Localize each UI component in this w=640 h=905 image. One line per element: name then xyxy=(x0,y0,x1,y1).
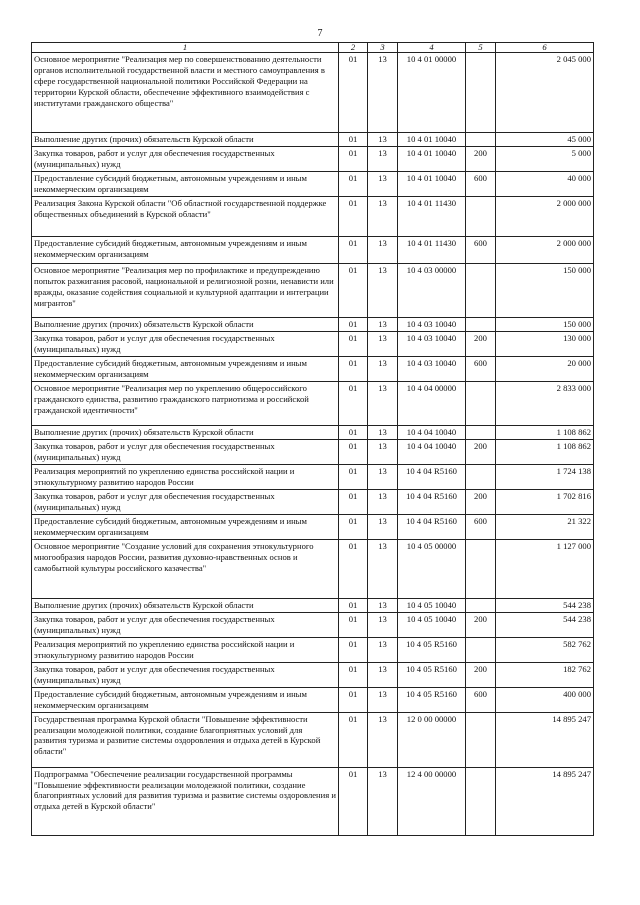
table-row xyxy=(32,662,594,687)
row-expense-type-cell xyxy=(466,767,496,835)
row-target-article-cell: 10 4 04 R5160 xyxy=(398,489,466,514)
table-row xyxy=(32,317,594,331)
table-row xyxy=(32,171,594,196)
row-name-cell: Предоставление субсидий бюджетным, автономным учреждениям и иным некоммерческим организациям xyxy=(32,356,339,381)
row-target-article-cell: 10 4 01 10040 xyxy=(398,146,466,171)
row-name-cell: Выполнение других (прочих) обязательств Курской области xyxy=(32,317,339,331)
row-subsection-cell: 13 xyxy=(368,317,398,331)
row-section-cell: 01 xyxy=(339,598,368,612)
row-expense-type-cell xyxy=(466,464,496,489)
row-section-cell: 01 xyxy=(339,539,368,598)
table-row xyxy=(32,381,594,425)
row-target-article-cell: 10 4 04 R5160 xyxy=(398,464,466,489)
row-amount-cell: 1 702 816 xyxy=(496,489,594,514)
column-header-5: 5 xyxy=(466,43,496,53)
row-target-article-cell: 10 4 05 R5160 xyxy=(398,637,466,662)
row-name-cell: Реализация мероприятий по укреплению единства российской нации и этнокультурному развитию народов России xyxy=(32,464,339,489)
row-target-article-cell: 12 4 00 00000 xyxy=(398,767,466,835)
row-section-cell: 01 xyxy=(339,317,368,331)
row-expense-type-cell xyxy=(466,53,496,133)
row-subsection-cell: 13 xyxy=(368,439,398,464)
row-amount-cell: 40 000 xyxy=(496,171,594,196)
table-row xyxy=(32,133,594,147)
row-section-cell: 01 xyxy=(339,712,368,767)
row-subsection-cell: 13 xyxy=(368,381,398,425)
row-target-article-cell: 10 4 03 10040 xyxy=(398,317,466,331)
table-row xyxy=(32,331,594,356)
table-row xyxy=(32,598,594,612)
row-section-cell: 01 xyxy=(339,53,368,133)
row-amount-cell: 150 000 xyxy=(496,263,594,317)
row-amount-cell: 2 045 000 xyxy=(496,53,594,133)
row-subsection-cell: 13 xyxy=(368,712,398,767)
row-amount-cell: 14 895 247 xyxy=(496,712,594,767)
row-section-cell: 01 xyxy=(339,514,368,539)
row-amount-cell: 130 000 xyxy=(496,331,594,356)
row-expense-type-cell: 600 xyxy=(466,356,496,381)
row-expense-type-cell: 600 xyxy=(466,236,496,263)
row-amount-cell: 1 108 862 xyxy=(496,439,594,464)
row-amount-cell: 400 000 xyxy=(496,687,594,712)
row-amount-cell: 1 127 000 xyxy=(496,539,594,598)
row-subsection-cell: 13 xyxy=(368,133,398,147)
row-amount-cell: 1 108 862 xyxy=(496,425,594,439)
row-name-cell: Предоставление субсидий бюджетным, автономным учреждениям и иным некоммерческим организациям xyxy=(32,236,339,263)
row-section-cell: 01 xyxy=(339,687,368,712)
table-row xyxy=(32,439,594,464)
row-subsection-cell: 13 xyxy=(368,331,398,356)
row-expense-type-cell: 600 xyxy=(466,687,496,712)
table-row xyxy=(32,612,594,637)
row-name-cell: Предоставление субсидий бюджетным, автономным учреждениям и иным некоммерческим организациям xyxy=(32,687,339,712)
row-expense-type-cell xyxy=(466,712,496,767)
row-amount-cell: 1 724 138 xyxy=(496,464,594,489)
row-amount-cell: 2 000 000 xyxy=(496,236,594,263)
table-row xyxy=(32,263,594,317)
table-row xyxy=(32,464,594,489)
table-row xyxy=(32,53,594,133)
row-target-article-cell: 10 4 01 10040 xyxy=(398,171,466,196)
row-subsection-cell: 13 xyxy=(368,263,398,317)
row-expense-type-cell xyxy=(466,263,496,317)
row-name-cell: Закупка товаров, работ и услуг для обеспечения государственных (муниципальных) нужд xyxy=(32,146,339,171)
row-subsection-cell: 13 xyxy=(368,637,398,662)
row-subsection-cell: 13 xyxy=(368,196,398,236)
column-header-6: 6 xyxy=(496,43,594,53)
row-amount-cell: 544 238 xyxy=(496,598,594,612)
row-subsection-cell: 13 xyxy=(368,356,398,381)
row-amount-cell: 2 000 000 xyxy=(496,196,594,236)
row-expense-type-cell: 200 xyxy=(466,489,496,514)
table-row xyxy=(32,146,594,171)
row-target-article-cell: 10 4 03 10040 xyxy=(398,331,466,356)
row-subsection-cell: 13 xyxy=(368,598,398,612)
row-name-cell: Реализация Закона Курской области "Об областной государственной поддержке общественных объединений в Курской области" xyxy=(32,196,339,236)
row-amount-cell: 582 762 xyxy=(496,637,594,662)
row-section-cell: 01 xyxy=(339,381,368,425)
row-target-article-cell: 10 4 04 10040 xyxy=(398,425,466,439)
row-subsection-cell: 13 xyxy=(368,489,398,514)
row-section-cell: 01 xyxy=(339,489,368,514)
row-section-cell: 01 xyxy=(339,171,368,196)
table-body xyxy=(32,53,594,836)
row-target-article-cell: 10 4 05 00000 xyxy=(398,539,466,598)
row-name-cell: Основное мероприятие "Реализация мер по укреплению общероссийского гражданского единства, развитию гражданского патриотизма и российской гражданской идентичности" xyxy=(32,381,339,425)
table-row xyxy=(32,687,594,712)
row-target-article-cell: 12 0 00 00000 xyxy=(398,712,466,767)
table-row xyxy=(32,236,594,263)
row-expense-type-cell xyxy=(466,539,496,598)
table-row xyxy=(32,539,594,598)
row-subsection-cell: 13 xyxy=(368,767,398,835)
row-name-cell: Выполнение других (прочих) обязательств Курской области xyxy=(32,133,339,147)
row-amount-cell: 21 322 xyxy=(496,514,594,539)
row-name-cell: Закупка товаров, работ и услуг для обеспечения государственных (муниципальных) нужд xyxy=(32,612,339,637)
row-target-article-cell: 10 4 03 10040 xyxy=(398,356,466,381)
row-expense-type-cell: 200 xyxy=(466,331,496,356)
table-row xyxy=(32,637,594,662)
row-target-article-cell: 10 4 03 00000 xyxy=(398,263,466,317)
table-row xyxy=(32,196,594,236)
row-expense-type-cell xyxy=(466,637,496,662)
row-expense-type-cell: 200 xyxy=(466,146,496,171)
row-section-cell: 01 xyxy=(339,767,368,835)
table-row xyxy=(32,767,594,835)
row-amount-cell: 5 000 xyxy=(496,146,594,171)
row-subsection-cell: 13 xyxy=(368,171,398,196)
row-expense-type-cell: 200 xyxy=(466,612,496,637)
column-header-4: 4 xyxy=(398,43,466,53)
row-amount-cell: 2 833 000 xyxy=(496,381,594,425)
row-section-cell: 01 xyxy=(339,331,368,356)
row-section-cell: 01 xyxy=(339,196,368,236)
row-section-cell: 01 xyxy=(339,425,368,439)
row-subsection-cell: 13 xyxy=(368,539,398,598)
row-name-cell: Подпрограмма "Обеспечение реализации государственной программы "Повышение эффективности реализации молодежной политики, создание благоприятных условий для развития туризма и развитие системы оздоровления и отдыха детей в Курской области" xyxy=(32,767,339,835)
row-expense-type-cell xyxy=(466,196,496,236)
row-expense-type-cell xyxy=(466,381,496,425)
row-section-cell: 01 xyxy=(339,356,368,381)
row-section-cell: 01 xyxy=(339,662,368,687)
row-subsection-cell: 13 xyxy=(368,612,398,637)
row-target-article-cell: 10 4 01 11430 xyxy=(398,196,466,236)
row-name-cell: Выполнение других (прочих) обязательств Курской области xyxy=(32,425,339,439)
row-target-article-cell: 10 4 05 10040 xyxy=(398,598,466,612)
row-section-cell: 01 xyxy=(339,263,368,317)
row-expense-type-cell: 200 xyxy=(466,439,496,464)
row-expense-type-cell xyxy=(466,598,496,612)
row-subsection-cell: 13 xyxy=(368,236,398,263)
row-subsection-cell: 13 xyxy=(368,662,398,687)
row-name-cell: Закупка товаров, работ и услуг для обеспечения государственных (муниципальных) нужд xyxy=(32,662,339,687)
row-subsection-cell: 13 xyxy=(368,53,398,133)
row-target-article-cell: 10 4 04 R5160 xyxy=(398,514,466,539)
row-subsection-cell: 13 xyxy=(368,425,398,439)
column-header-2: 2 xyxy=(339,43,368,53)
row-subsection-cell: 13 xyxy=(368,514,398,539)
row-expense-type-cell: 600 xyxy=(466,171,496,196)
row-name-cell: Выполнение других (прочих) обязательств Курской области xyxy=(32,598,339,612)
table-row xyxy=(32,489,594,514)
row-section-cell: 01 xyxy=(339,236,368,263)
row-section-cell: 01 xyxy=(339,464,368,489)
row-name-cell: Основное мероприятие "Реализация мер по совершенствованию деятельности органов исполнительной государственной власти и местного самоуправления в сфере государственной национальной политики Российской Федерации на территории Курской области, обеспечение эффективного взаимодействия с институтами гражданского общества" xyxy=(32,53,339,133)
column-header-1: 1 xyxy=(32,43,339,53)
row-expense-type-cell: 600 xyxy=(466,514,496,539)
row-section-cell: 01 xyxy=(339,637,368,662)
row-subsection-cell: 13 xyxy=(368,464,398,489)
row-target-article-cell: 10 4 05 10040 xyxy=(398,612,466,637)
row-name-cell: Закупка товаров, работ и услуг для обеспечения государственных (муниципальных) нужд xyxy=(32,331,339,356)
row-name-cell: Закупка товаров, работ и услуг для обеспечения государственных (муниципальных) нужд xyxy=(32,439,339,464)
row-amount-cell: 150 000 xyxy=(496,317,594,331)
row-amount-cell: 544 238 xyxy=(496,612,594,637)
row-amount-cell: 45 000 xyxy=(496,133,594,147)
table-row xyxy=(32,514,594,539)
row-section-cell: 01 xyxy=(339,612,368,637)
table-row xyxy=(32,356,594,381)
row-subsection-cell: 13 xyxy=(368,687,398,712)
table-header-row xyxy=(32,43,594,53)
table-row xyxy=(32,425,594,439)
row-name-cell: Предоставление субсидий бюджетным, автономным учреждениям и иным некоммерческим организациям xyxy=(32,171,339,196)
row-target-article-cell: 10 4 01 00000 xyxy=(398,53,466,133)
row-name-cell: Основное мероприятие "Создание условий для сохранения этнокультурного многообразия народов России, развития духовно-нравственных основ и самобытной культуры российского казачества" xyxy=(32,539,339,598)
row-expense-type-cell xyxy=(466,425,496,439)
row-name-cell: Предоставление субсидий бюджетным, автономным учреждениям и иным некоммерческим организациям xyxy=(32,514,339,539)
row-section-cell: 01 xyxy=(339,146,368,171)
row-amount-cell: 182 762 xyxy=(496,662,594,687)
column-header-3: 3 xyxy=(368,43,398,53)
row-name-cell: Государственная программа Курской области "Повышение эффективности реализации молодежной политики, создание благоприятных условий для развития туризма и развитие системы оздоровления и отдыха детей в Курской области" xyxy=(32,712,339,767)
table-row xyxy=(32,712,594,767)
page-number: 7 xyxy=(317,28,323,39)
row-amount-cell: 20 000 xyxy=(496,356,594,381)
budget-table xyxy=(31,42,594,836)
row-expense-type-cell: 200 xyxy=(466,662,496,687)
row-target-article-cell: 10 4 01 10040 xyxy=(398,133,466,147)
row-name-cell: Закупка товаров, работ и услуг для обеспечения государственных (муниципальных) нужд xyxy=(32,489,339,514)
row-name-cell: Реализация мероприятий по укреплению единства российской нации и этнокультурному развитию народов России xyxy=(32,637,339,662)
row-section-cell: 01 xyxy=(339,439,368,464)
row-target-article-cell: 10 4 05 R5160 xyxy=(398,687,466,712)
row-expense-type-cell xyxy=(466,317,496,331)
row-name-cell: Основное мероприятие "Реализация мер по профилактике и предупреждению попыток разжигания расовой, национальной и религиозной розни, ненависти или вражды, оказание содействия социальной и культурной адаптации и интеграции мигрантов" xyxy=(32,263,339,317)
row-target-article-cell: 10 4 05 R5160 xyxy=(398,662,466,687)
row-target-article-cell: 10 4 01 11430 xyxy=(398,236,466,263)
row-target-article-cell: 10 4 04 00000 xyxy=(398,381,466,425)
row-subsection-cell: 13 xyxy=(368,146,398,171)
row-expense-type-cell xyxy=(466,133,496,147)
row-amount-cell: 14 895 247 xyxy=(496,767,594,835)
row-section-cell: 01 xyxy=(339,133,368,147)
row-target-article-cell: 10 4 04 10040 xyxy=(398,439,466,464)
